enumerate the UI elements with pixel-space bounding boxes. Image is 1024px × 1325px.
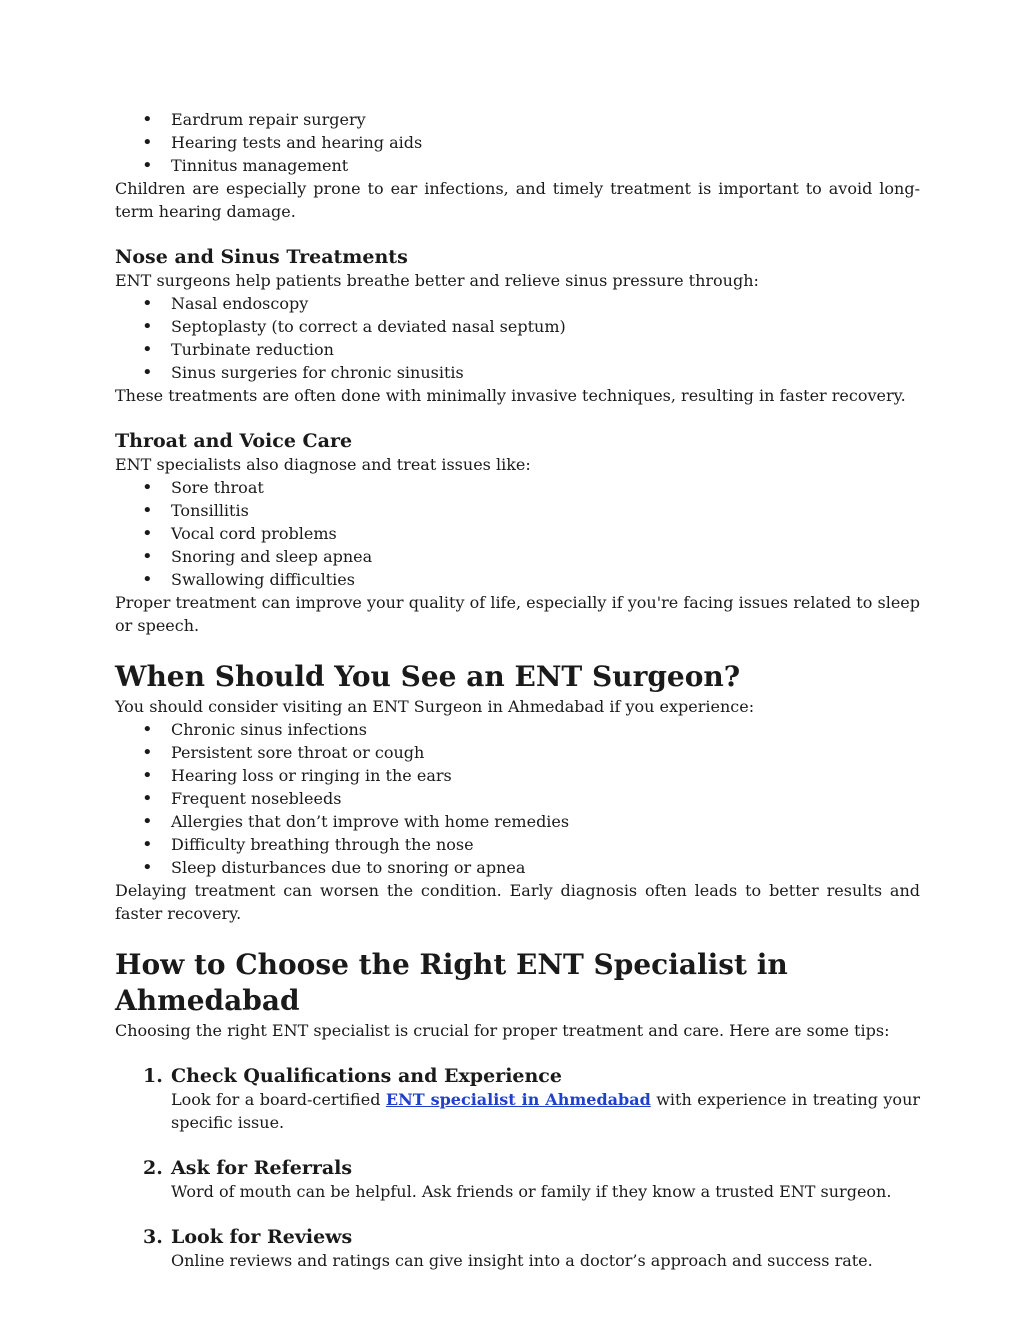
- ear-closing-paragraph: Children are especially prone to ear infections, and timely treatment is important to avoid long-term hearing damage.: [115, 179, 920, 221]
- list-item: • Sleep disturbances due to snoring or apnea: [115, 856, 920, 879]
- nose-intro-paragraph: ENT surgeons help patients breathe better and relieve sinus pressure through:: [115, 271, 759, 290]
- list-item: • Tinnitus management: [115, 154, 920, 177]
- tip-number: 3.: [143, 1226, 163, 1248]
- list-item: • Nasal endoscopy: [115, 292, 920, 315]
- nose-treatment-list: [115, 292, 920, 384]
- document-page: [115, 108, 920, 1272]
- list-item: • Eardrum repair surgery: [115, 108, 920, 131]
- tip-item: [115, 1225, 920, 1272]
- list-item: • Difficulty breathing through the nose: [115, 833, 920, 856]
- list-item: • Vocal cord problems: [115, 522, 920, 545]
- list-item: • Allergies that don’t improve with home remedies: [115, 810, 920, 833]
- tip-title: Check Qualifications and Experience: [171, 1065, 562, 1087]
- throat-closing-paragraph: Proper treatment can improve your quality of life, especially if you're facing issues related to sleep or speech.: [115, 593, 920, 635]
- ent-specialist-link[interactable]: ENT specialist in Ahmedabad: [385, 1090, 651, 1109]
- ear-treatment-list: [115, 108, 920, 177]
- tip-text-before: Look for a board-certified: [171, 1090, 386, 1109]
- list-item: • Tonsillitis: [115, 499, 920, 522]
- tip-text: Online reviews and ratings can give insight into a doctor’s approach and success rate.: [171, 1251, 873, 1270]
- list-item: • Turbinate reduction: [115, 338, 920, 361]
- tip-item: [115, 1156, 920, 1203]
- list-item: • Snoring and sleep apnea: [115, 545, 920, 568]
- when-intro-paragraph: You should consider visiting an ENT Surgeon in Ahmedabad if you experience:: [115, 697, 755, 716]
- list-item: • Hearing tests and hearing aids: [115, 131, 920, 154]
- throat-voice-heading: Throat and Voice Care: [115, 430, 353, 452]
- when-closing-paragraph: Delaying treatment can worsen the condition. Early diagnosis often leads to better results and faster recovery.: [115, 881, 920, 923]
- list-item: • Frequent nosebleeds: [115, 787, 920, 810]
- list-item: • Septoplasty (to correct a deviated nasal septum): [115, 315, 920, 338]
- tip-text: [171, 1088, 920, 1134]
- throat-intro-paragraph: ENT specialists also diagnose and treat issues like:: [115, 455, 531, 474]
- list-item: • Swallowing difficulties: [115, 568, 920, 591]
- tip-text-after: with experience in treating your specific issue.: [171, 1090, 921, 1132]
- list-item: • Sinus surgeries for chronic sinusitis: [115, 361, 920, 384]
- choose-intro-paragraph: Choosing the right ENT specialist is crucial for proper treatment and care. Here are some tips:: [115, 1021, 890, 1040]
- when-to-see-heading: When Should You See an ENT Surgeon?: [115, 660, 741, 693]
- tip-item: [115, 1064, 920, 1134]
- list-item: • Persistent sore throat or cough: [115, 741, 920, 764]
- list-item: • Sore throat: [115, 476, 920, 499]
- list-item: • Hearing loss or ringing in the ears: [115, 764, 920, 787]
- tip-number: 2.: [143, 1157, 163, 1179]
- tips-list: [115, 1064, 920, 1272]
- tip-text: Word of mouth can be helpful. Ask friends or family if they know a trusted ENT surgeon.: [171, 1182, 892, 1201]
- nose-sinus-heading: Nose and Sinus Treatments: [115, 246, 408, 268]
- tip-title: Ask for Referrals: [171, 1157, 353, 1179]
- symptom-list: [115, 718, 920, 879]
- nose-closing-paragraph: These treatments are often done with minimally invasive techniques, resulting in faster recovery.: [115, 386, 906, 405]
- throat-issue-list: [115, 476, 920, 591]
- tip-title: Look for Reviews: [171, 1226, 353, 1248]
- list-item: • Chronic sinus infections: [115, 718, 920, 741]
- how-to-choose-heading: How to Choose the Right ENT Specialist in Ahmedabad: [115, 948, 788, 1017]
- tip-number: 1.: [143, 1065, 163, 1087]
